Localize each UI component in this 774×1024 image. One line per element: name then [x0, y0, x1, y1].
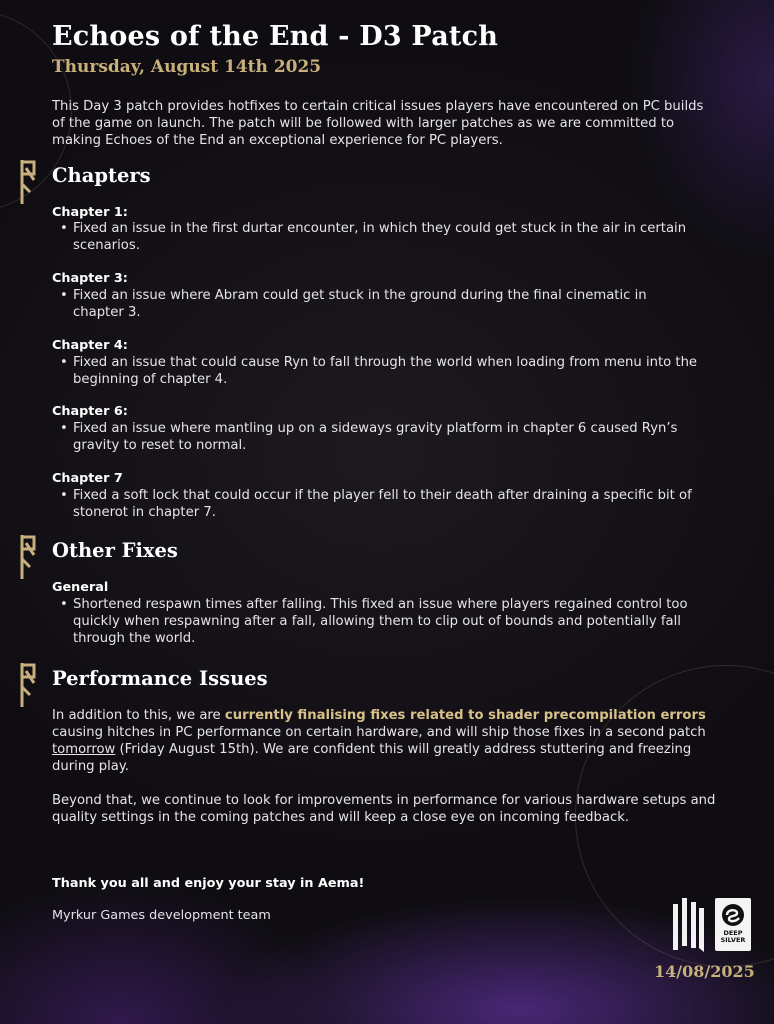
page-title: Echoes of the End - D3 Patch [52, 21, 499, 52]
deep-silver-logo-icon: DEEP SILVER [715, 898, 751, 951]
underlined-text: tomorrow [52, 742, 116, 757]
section-title-performance: Performance Issues [52, 667, 268, 690]
section-title-other-fixes: Other Fixes [52, 539, 178, 562]
performance-paragraph-1: In addition to this, we are currently finalising fixes related to shader precompilation errors causing hitches in PC performance on certain hardware, and will ship those fixes in a second patch tomorrow (Friday August 15th). We are confident this will greatly address stuttering and freezing during play. [52, 708, 706, 774]
list-item: • Fixed an issue where Abram could get stuck in the ground during the final cinematic in chapter 3. [60, 287, 700, 321]
section-title-chapters: Chapters [52, 164, 151, 187]
list-item: • Fixed an issue in the first durtar encounter, in which they could get stuck in the air in certain scenarios. [60, 220, 700, 254]
chapter-label: Chapter 3: [52, 271, 128, 286]
footer-date: 14/08/2025 [654, 962, 755, 981]
list-item: • Fixed an issue that could cause Ryn to fall through the world when loading from menu into the beginning of chapter 4. [60, 354, 700, 388]
intro-paragraph: This Day 3 patch provides hotfixes to certain critical issues players have encountered on PC builds of the game on launch. The patch will be followed with larger patches as we are committed to making Echoes of the End an exceptional experience for PC players. [52, 99, 704, 148]
chapter-label: Chapter 7 [52, 471, 123, 486]
list-item: • Fixed a soft lock that could occur if the player fell to their death after draining a specific bit of stonerot in chapter 7. [60, 487, 700, 521]
chapter-label: Chapter 4: [52, 338, 128, 353]
general-label: General [52, 580, 109, 595]
team-signature: Myrkur Games development team [52, 908, 271, 923]
list-item: • Shortened respawn times after falling. This fixed an issue where players regained control too quickly when respawning after a fall, allowing them to clip out of bounds and potentially fall through the world. [60, 596, 700, 647]
patch-date: Thursday, August 14th 2025 [52, 57, 322, 77]
highlighted-text: currently finalising fixes related to shader precompilation errors [224, 708, 706, 723]
deep-silver-mark-icon [721, 903, 745, 927]
rune-glyph-icon [18, 661, 38, 709]
chapter-label: Chapter 6: [52, 404, 128, 419]
thanks-text: Thank you all and enjoy your stay in Aema! [52, 876, 365, 891]
rune-glyph-icon [18, 533, 38, 581]
list-item: • Fixed an issue where mantling up on a sideways gravity platform in chapter 6 caused Ryn’s gravity to reset to normal. [60, 420, 700, 454]
chapter-label: Chapter 1: [52, 205, 128, 220]
rune-glyph-icon [18, 158, 38, 206]
myrkur-logo-icon [671, 898, 705, 952]
performance-paragraph-2: Beyond that, we continue to look for improvements in performance for various hardware setups and quality settings in the coming patches and will keep a close eye on incoming feedback. [52, 793, 716, 825]
